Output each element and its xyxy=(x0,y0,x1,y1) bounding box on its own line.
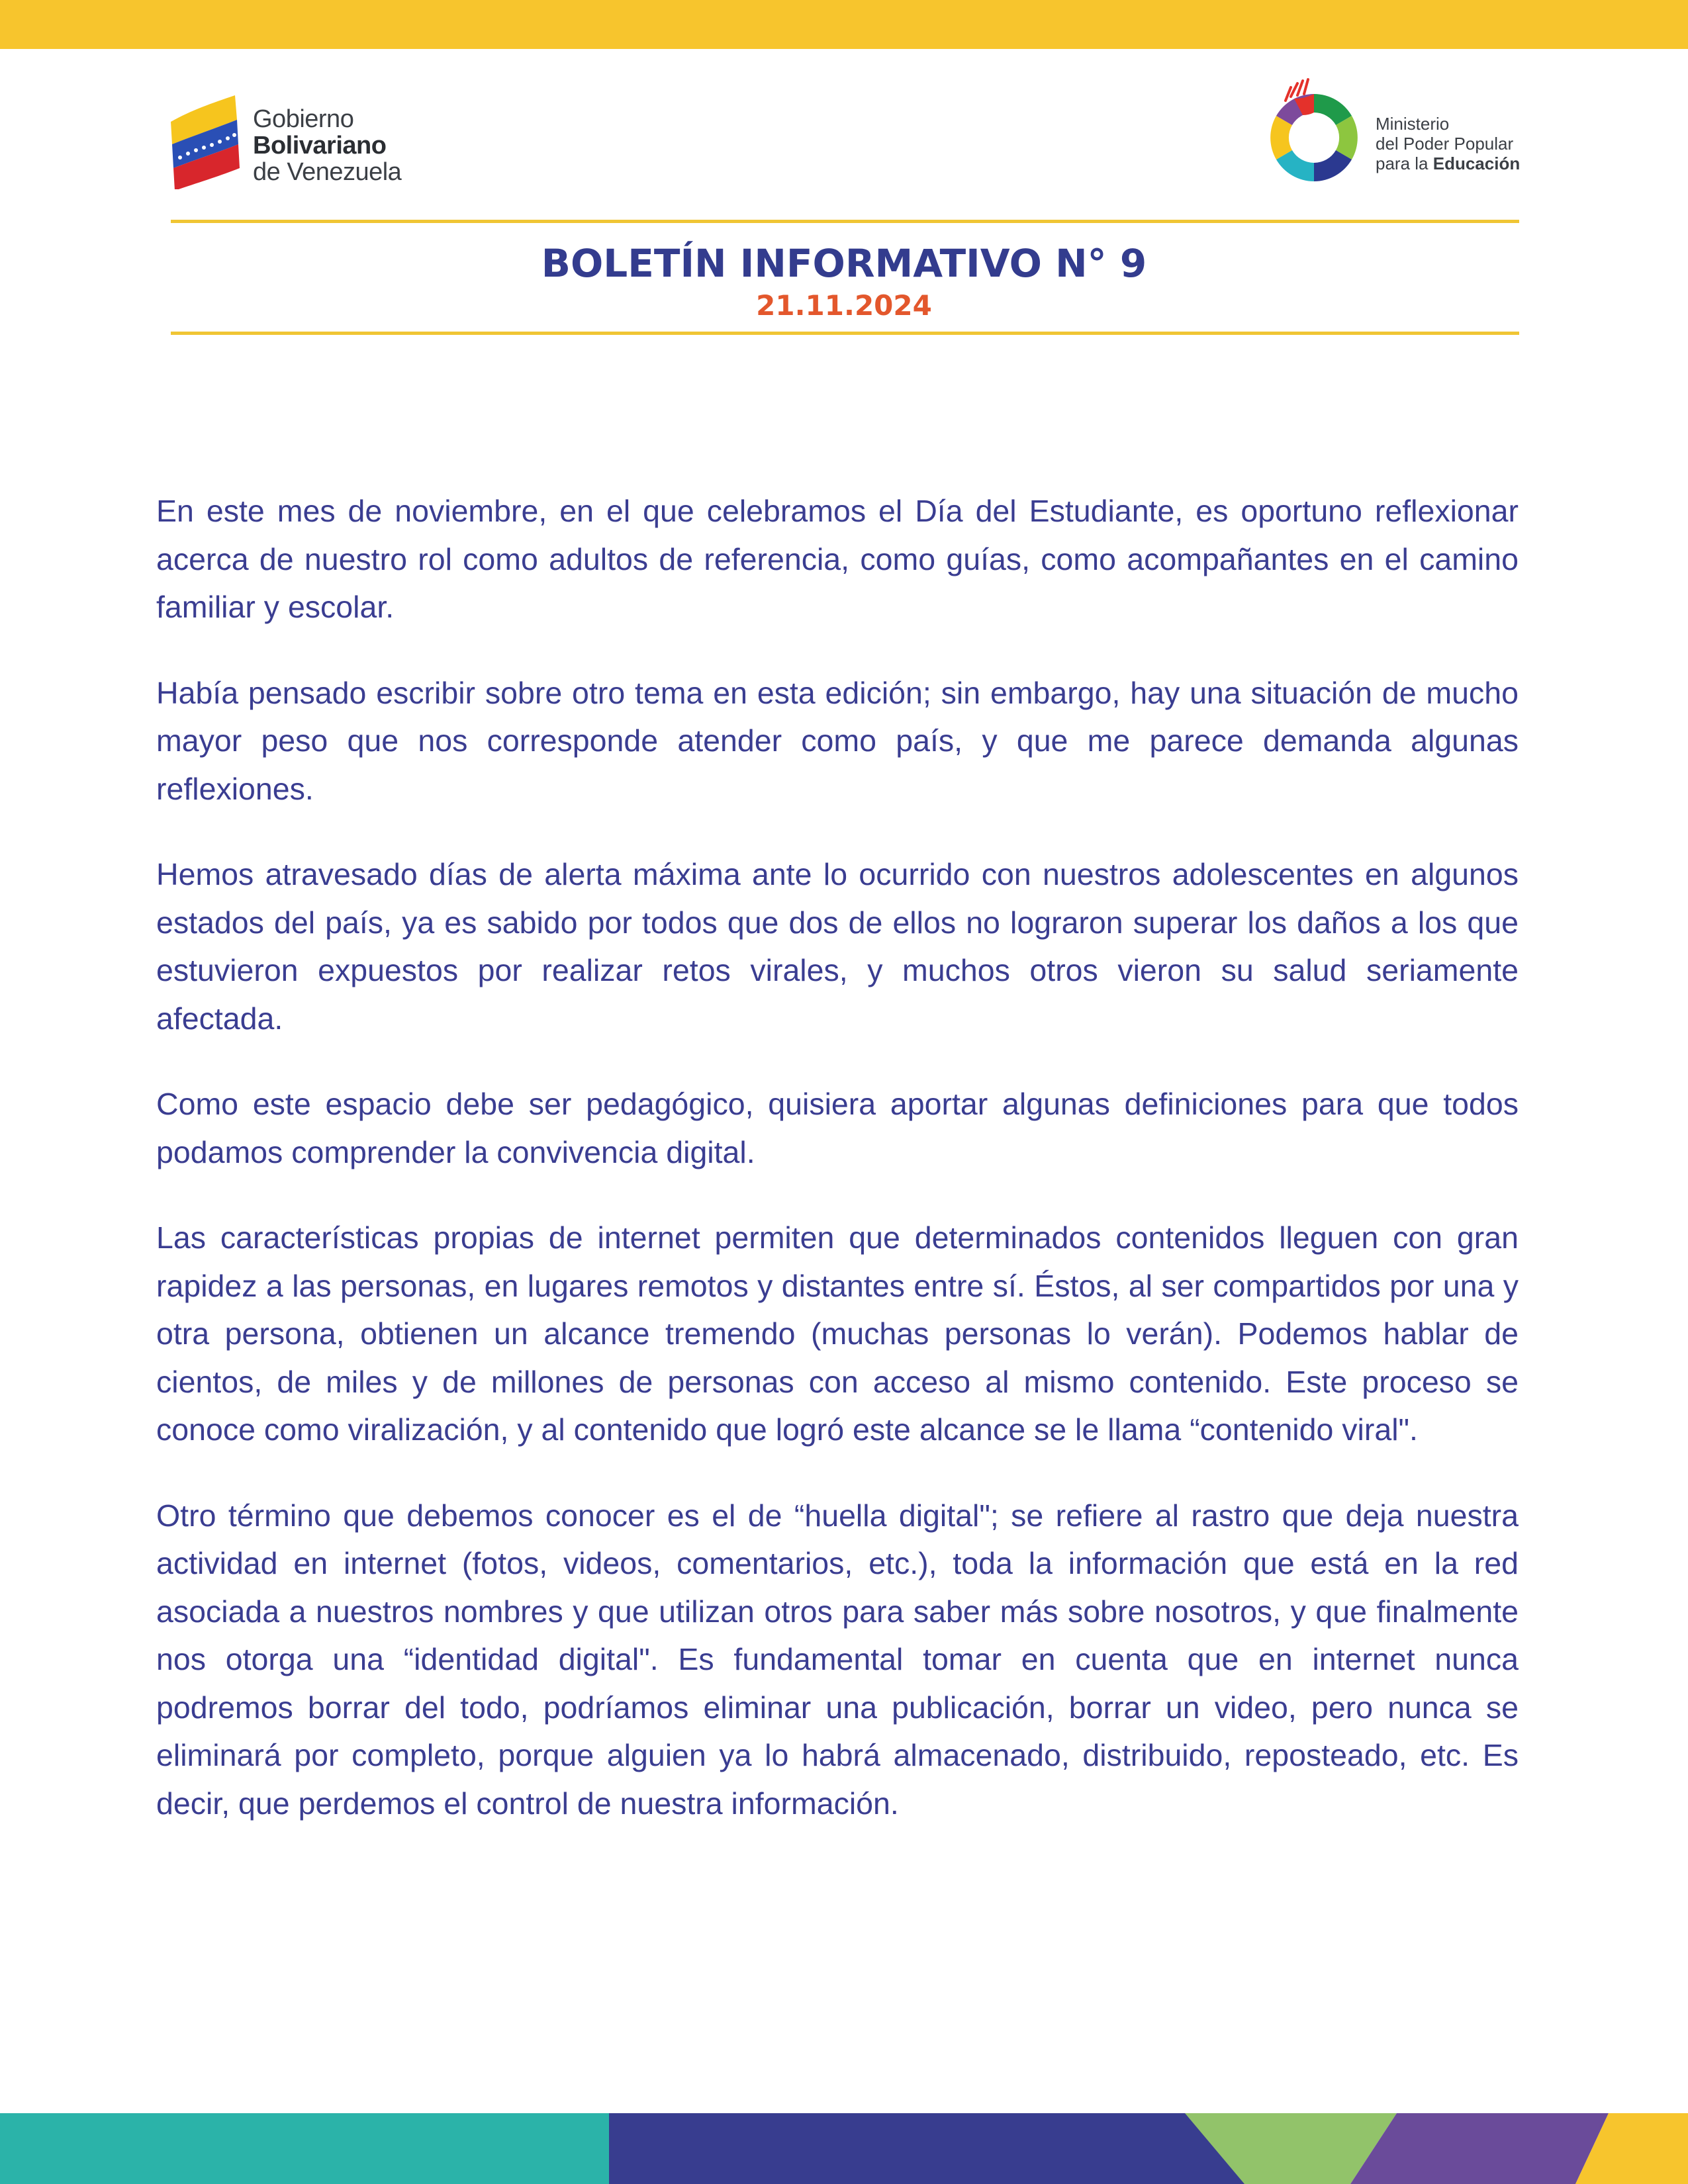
ministry-emblem-icon xyxy=(1258,77,1370,189)
header-divider-bottom xyxy=(171,332,1519,335)
ministry-logo-line3 xyxy=(1376,154,1520,173)
paragraph-6: Otro término que debemos conocer es el de “huella digital"; se refiere al rastro que deja nuestra actividad en internet (fotos, videos, comentarios, etc.), toda la información que está en la red asociada a nuestros nombres y que utilizan otros para saber más sobre nosotros, y que finalmente nos otorga una “identidad digital". Es fundamental tomar en cuenta que en internet nunca podremos borrar del todo, podríamos eliminar una publicación, borrar un video, pero nunca se eliminará por completo, porque alguien ya lo habrá almacenado, distribuido, reposteado, etc. Es decir, que perdemos el control de nuestra información. xyxy=(156,1498,1519,1821)
government-logo-line2: Bolivariano xyxy=(253,132,387,159)
ministry-logo-line3-bold: Educación xyxy=(1432,154,1521,173)
paragraph-4: Como este espacio debe ser pedagógico, quisiera aportar algunas definiciones para que todos podamos comprender la convivencia digital. xyxy=(156,1087,1519,1169)
bulletin-title: BOLETÍN INFORMATIVO N° 9 xyxy=(541,241,1147,286)
venezuela-flag-icon xyxy=(165,90,252,189)
paragraph-1: En este mes de noviembre, en el que celebramos el Día del Estudiante, es oportuno reflexionar acerca de nuestro rol como adultos de referencia, como guías, como acompañantes en el camino familiar y escolar. xyxy=(156,494,1519,624)
paragraph-2: Había pensado escribir sobre otro tema en esta edición; sin embargo, hay una situación de mucho mayor peso que nos corresponde atender como país, y que me parece demanda algunas reflexiones. xyxy=(156,675,1519,806)
government-logo-line3: de Venezuela xyxy=(253,158,402,186)
paragraph-3: Hemos atravesado días de alerta máxima ante lo ocurrido con nuestros adolescentes en algunos estados del país, ya es sabido por todos que dos de ellos no lograron superar los daños a los que estuvieron expuestos por realizar retos virales, y muchos otros vieron su salud seriamente afectada. xyxy=(156,857,1519,1036)
header-divider-top xyxy=(171,220,1519,223)
paragraph-5: Las características propias de internet permiten que determinados contenidos lleguen con gran rapidez a las personas, en lugares remotos y distantes entre sí. Éstos, al ser compartidos por una y otra persona, obtienen un alcance tremendo (muchas personas lo verán). Podemos hablar de cientos, de miles y de millones de personas con acceso al mismo contenido. Este proceso se conoce como viralización, y al contenido que logró este alcance se le llama “contenido viral". xyxy=(156,1220,1519,1447)
top-color-bar xyxy=(0,0,1688,49)
bulletin-date: 21.11.2024 xyxy=(756,289,932,322)
ministry-logo xyxy=(1258,77,1536,196)
ministry-logo-line2: del Poder Popular xyxy=(1376,134,1514,154)
bulletin-body xyxy=(156,487,1519,1865)
government-logo xyxy=(165,83,430,189)
ministry-logo-text xyxy=(1376,114,1520,173)
ministry-logo-line1: Ministerio xyxy=(1376,114,1450,134)
government-logo-text xyxy=(253,106,401,185)
ministry-logo-line3-prefix: para la xyxy=(1376,154,1433,173)
footer-color-band xyxy=(0,2113,1688,2184)
government-logo-line1: Gobierno xyxy=(253,105,354,133)
